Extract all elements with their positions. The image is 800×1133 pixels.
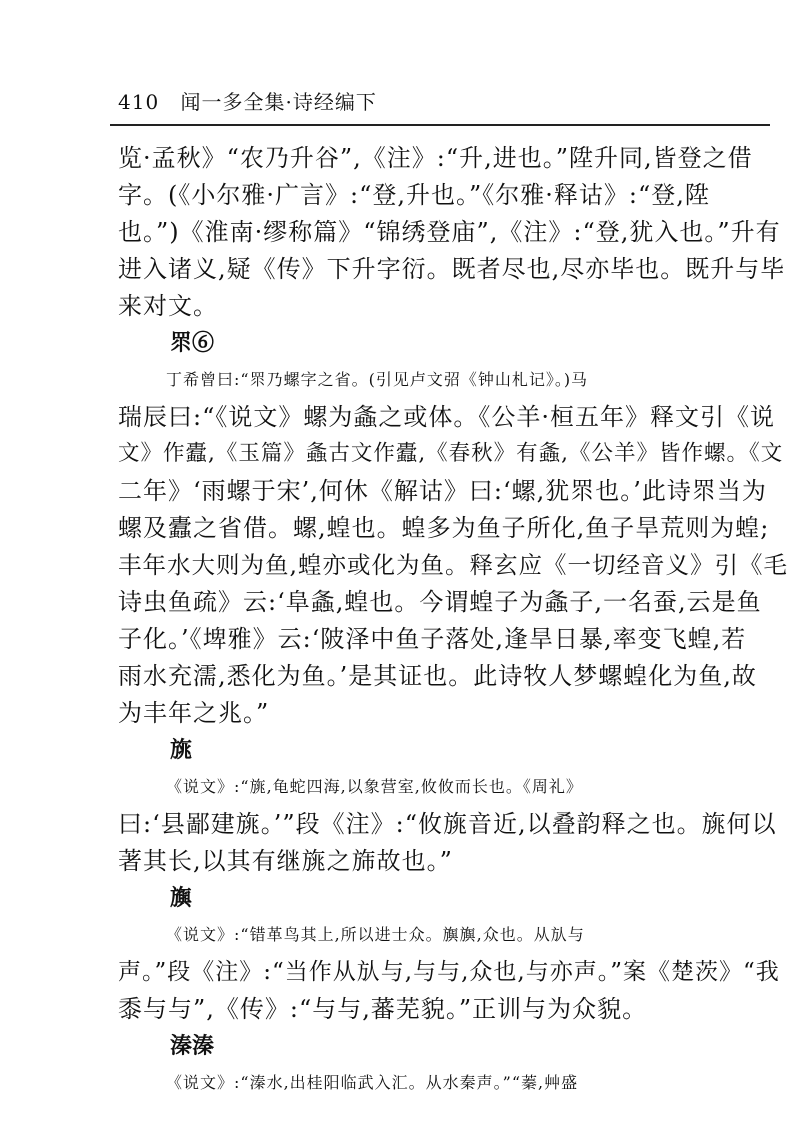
text-line: 诗虫鱼疏》云:‘阜螽,蝗也。今谓蝗子为螽子,一名蚕,云是鱼 (118, 588, 762, 616)
text-line: 《说文》:“错革鸟其上,所以进士众。旟旟,众也。从㫃与 (166, 925, 585, 944)
entry-heading: 溱溱 (170, 1033, 215, 1059)
text-line: 螺及蠹之省借。螺,蝗也。蝗多为鱼子所化,鱼子旱荒则为蝗; (118, 514, 770, 542)
text-line: 《说文》:“溱水,出桂阳临武入汇。从水秦声。”“蓁,艸盛 (166, 1073, 579, 1092)
entry-heading: 旐 (170, 737, 193, 763)
text-line: 曰:‘县鄙建旐。’”段《注》:“攸旐音近,以叠韵释之也。旐何以 (118, 810, 777, 838)
text-line: 子化。’《埤雅》云:‘陂泽中鱼子落处,逢旱日暴,率变飞蝗,若 (118, 625, 747, 653)
text-line: 文》作蠹,《玉篇》螽古文作蠹,《春秋》有螽,《公羊》皆作螺。《文 (118, 441, 784, 466)
text-line: 著其长,以其有继旐之旆故也。” (118, 847, 453, 875)
header-rule (110, 124, 770, 126)
running-title: 闻一多全集·诗经编下 (180, 90, 377, 114)
text-line: 声。”段《注》:“当作从㫃与,与与,众也,与亦声。”案《楚茨》“我 (118, 959, 780, 985)
text-line: 黍与与”,《传》:“与与,蕃芜貌。”正训与为众貌。 (118, 995, 648, 1023)
page-number: 410 (118, 90, 160, 114)
text-line: 《说文》:“旐,龟蛇四海,以象营室,攸攸而长也。《周礼》 (166, 777, 583, 796)
text-line: 进入诸义,疑《传》下升字衍。既者尽也,尽亦毕也。既升与毕 (118, 255, 786, 283)
text-line: 字。(《小尔雅·广言》:“登,升也。”《尔雅·释诂》:“登,陞 (118, 181, 710, 209)
text-line: 丰年水大则为鱼,蝗亦或化为鱼。释玄应《一切经音义》引《毛 (118, 551, 788, 579)
text-line: 为丰年之兆。” (118, 699, 270, 727)
text-line: 也。”)《淮南·缪称篇》“锦绣登庙”,《注》:“登,犹入也。”升有 (118, 218, 781, 246)
entry-heading: 眔⑥ (170, 330, 215, 356)
entry-heading: 旟 (170, 885, 193, 911)
text-line: 瑞辰曰:“《说文》螺为螽之或体。《公羊·桓五年》释文引《说 (118, 403, 775, 431)
running-header (118, 86, 758, 115)
text-line: 览·孟秋》“农乃升谷”,《注》:“升,进也。”陞升同,皆登之借 (118, 144, 753, 172)
text-line: 雨水充濡,悉化为鱼。’是其证也。此诗牧人梦螺蝗化为鱼,故 (118, 662, 757, 690)
text-line: 来对文。 (118, 292, 218, 320)
text-line: 丁希曾曰:“眔乃螺字之省。(引见卢文弨《钟山札记》。)马 (166, 370, 589, 389)
text-line: 二年》‘雨螺于宋’,何休《解诂》曰:‘螺,犹眔也。’此诗眔当为 (118, 477, 767, 505)
